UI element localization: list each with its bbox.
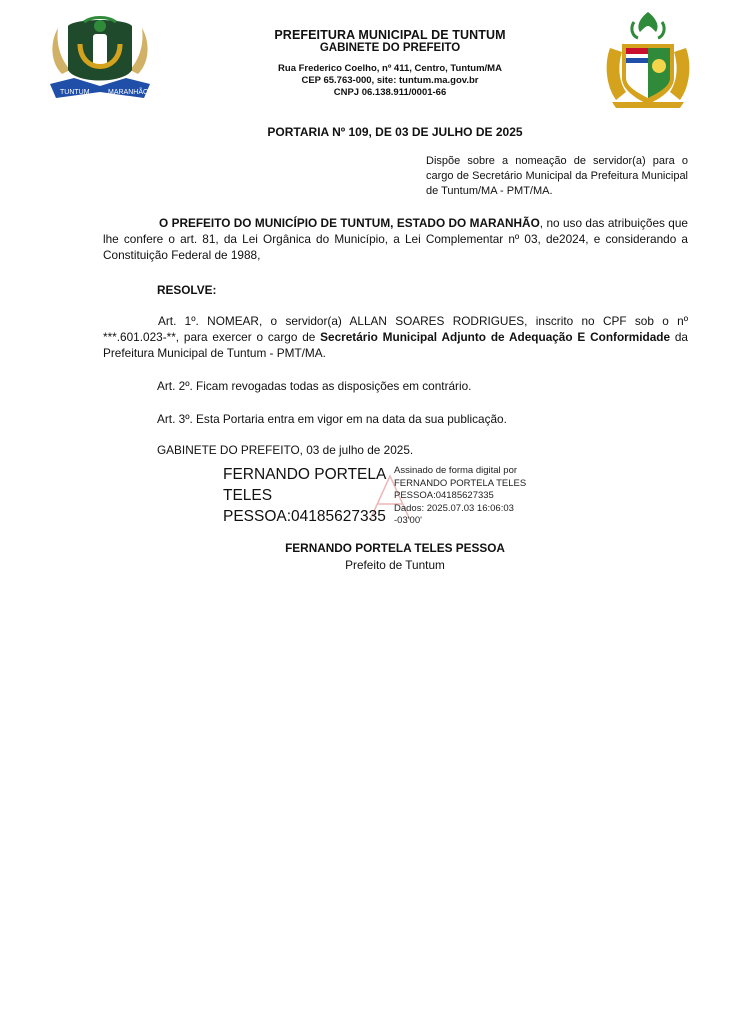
signature-info-line-4: Dados: 2025.07.03 16:06:03 [394,502,514,514]
signature-info-line-3: PESSOA:04185627335 [394,490,494,501]
tuntum-municipal-logo [44,14,156,106]
preamble-bold-text: O PREFEITO DO MUNICÍPIO DE TUNTUM, ESTADO DO MARANHÃO [159,216,540,230]
signature-info-line-1: Assinado de forma digital por [394,465,518,476]
signature-name-line-2: TELES [223,487,273,504]
preamble-rest-text: , no uso das atribuições que lhe confere o art. 81, da Lei Orgânica do Município, a Lei Complementar nº 03, de2024, e considerando a Constituição Federal de 1988, [103,216,688,262]
left-logo-ribbon-text-right: MARANHÃO [108,89,149,96]
signature-name-line-1: FERNANDO PORTELA [223,466,387,483]
cep-site-line: CEP 65.763-000, site: tuntum.ma.gov.br [301,75,479,86]
signature-name-block [223,464,393,527]
cnpj-line: CNPJ 06.138.911/0001-66 [333,87,447,98]
signature-info-line-2: FERNANDO PORTELA TELES [394,477,527,489]
article-2-paragraph: Art. 2º. Ficam revogadas todas as disposições em contrário. [157,379,472,393]
article-1-end: da Prefeitura Municipal de Tuntum - PMT/MA. [103,330,688,360]
article-1-start: Art. 1º. NOMEAR, o servidor(a) ALLAN SOARES RODRIGUES, inscrito no CPF sob o nº ***.601.023-**, para exercer o cargo de [103,314,688,344]
signer-role: Prefeito de Tuntum [345,558,445,572]
address-line: Rua Frederico Coelho, nº 411, Centro, Tuntum/MA [278,63,502,74]
article-1-position-title: Secretário Municipal Adjunto de Adequação E Conformidade [320,330,671,344]
signature-info-block [394,465,544,528]
article-1-paragraph [103,313,688,361]
ementa-paragraph: Dispõe sobre a nomeação de servidor(a) para o cargo de Secretário Municipal da Prefeitura Municipal de Tuntum/MA - PMT/MA. [426,155,688,197]
preamble-paragraph [103,215,688,263]
signature-name-line-3: PESSOA:04185627335 [223,508,386,525]
left-logo-ribbon-text-left: TUNTUM [60,89,90,96]
signature-info-line-5: -03'00' [394,515,422,526]
office-name: GABINETE DO PREFEITO [319,42,461,54]
article-3-paragraph: Art. 3º. Esta Portaria entra em vigor em na data da sua publicação. [157,412,507,426]
document-title: PORTARIA Nº 109, DE 03 DE JULHO DE 2025 [267,125,523,139]
signer-name: FERNANDO PORTELA TELES PESSOA [285,541,505,555]
maranhao-coat-of-arms-logo [596,8,700,112]
org-name: PREFEITURA MUNICIPAL DE TUNTUM [274,28,506,42]
place-date-line: GABINETE DO PREFEITO, 03 de julho de 2025. [157,443,414,457]
resolve-heading: RESOLVE: [157,283,217,297]
